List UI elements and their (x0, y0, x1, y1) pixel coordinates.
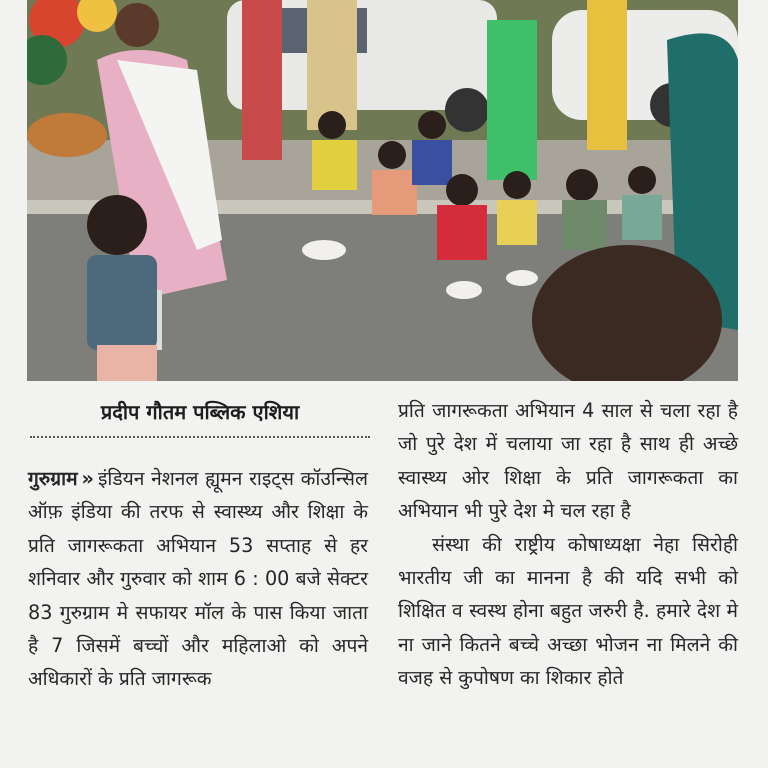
article-paragraph (28, 462, 368, 696)
article-column-right (398, 394, 738, 695)
byline: प्रदीप गौतम पब्लिक एशिया (100, 400, 300, 424)
dateline-marker: » (81, 467, 94, 490)
news-photo (27, 0, 738, 381)
article-paragraph: संस्था की राष्ट्रीय कोषाध्यक्षा नेहा सिरोही भारतीय जी का मानना है की यदि सभी को शिक्षित व स्वस्थ होना बहुत जरुरी है. हमारे देश मे ना जाने कितने बच्चे अच्छा भोजन ना मिलने की वजह से कुपोषण का शिकार होते (398, 532, 738, 690)
article-paragraph: प्रति जागरूकता अभियान 4 साल से चला रहा है जो पुरे देश में चलाया जा रहा है साथ ही अच्छे स्वास्थ्य ओर शिक्षा के प्रति जागरूकता का अभियान भी पुरे देश मे चल रहा है (398, 399, 738, 523)
dateline: गुरुग्राम (28, 467, 78, 490)
article-column-left (28, 462, 368, 696)
byline-divider (30, 436, 370, 438)
article-text: इंडियन नेशनल ह्यूमन राइट्स कॉउन्सिल ऑफ़ इंडिया की तरफ से स्वास्थ्य और शिक्षा के प्रति जागरूकता अभियान 53 सप्ताह से हर शनिवार और गुरुवार को शाम 6 : 00 बजे सेक्टर 83 गुरुग्राम मे सफायर मॉल के पास किया जाता है 7 जिसमें बच्चों और महिलाओ को अपने अधिकारों के प्रति जागरूक (28, 467, 368, 691)
